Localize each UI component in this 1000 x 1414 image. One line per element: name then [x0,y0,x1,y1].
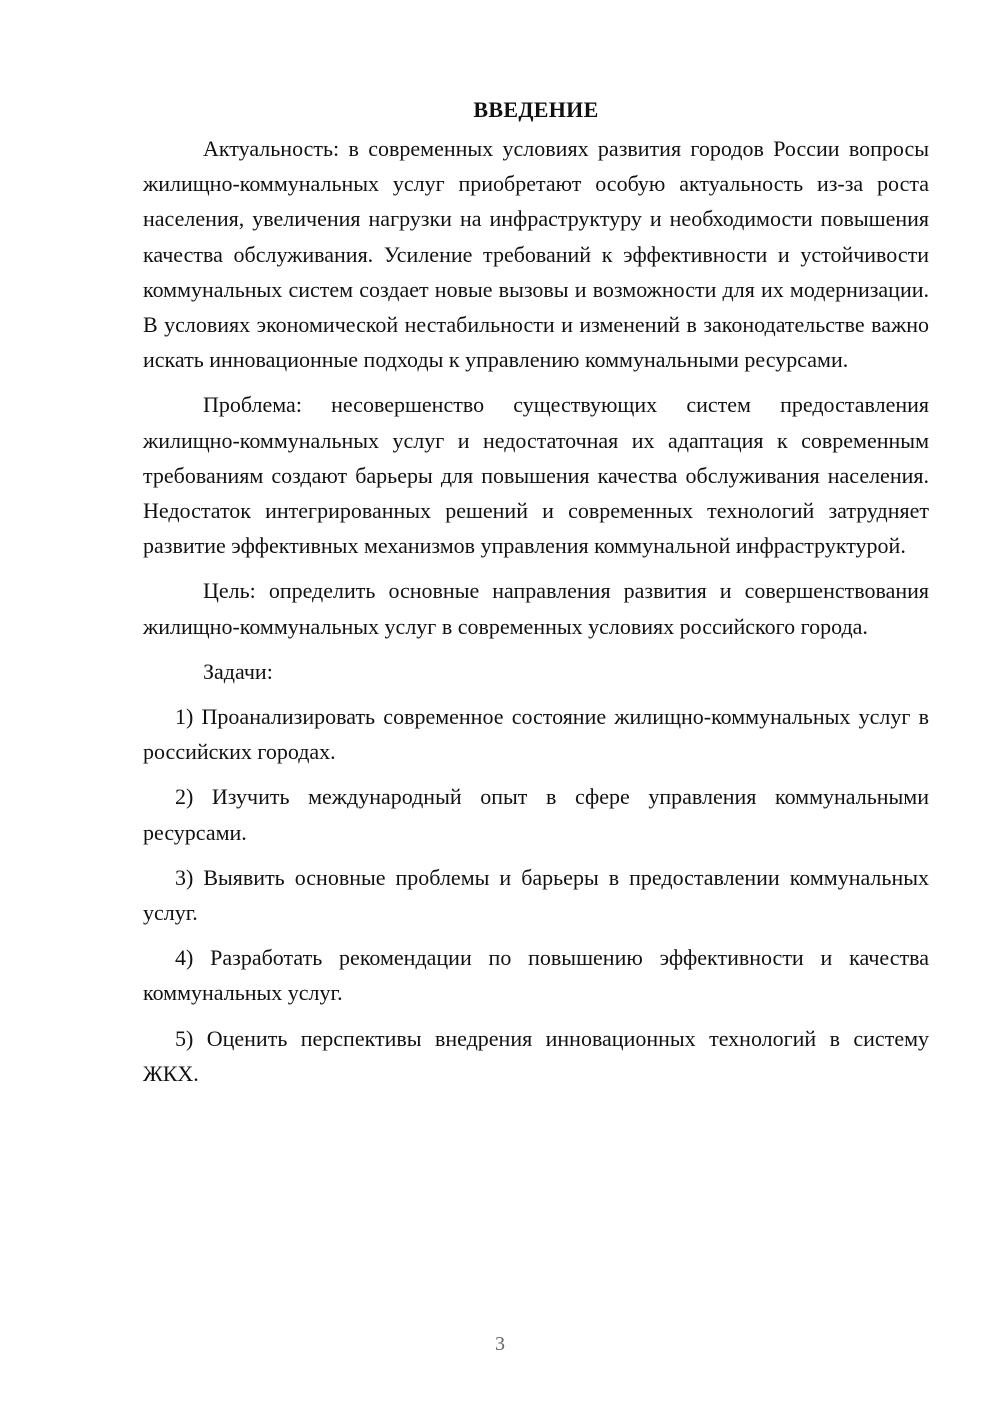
task-item-1: 1) Проанализировать современное состояние жилищно-коммунальных услуг в российских городах. [143,704,929,765]
task-item-4: 4) Разработать рекомендации по повышению эффективности и качества коммунальных услуг. [143,945,929,1006]
task-item-5: 5) Оценить перспективы внедрения инновационных технологий в систему ЖКХ. [143,1025,929,1086]
page-number: 3 [495,1333,505,1355]
goal-paragraph: Цель: определить основные направления развития и совершенствования жилищно-коммунальных услуг в современных условиях российского города. [143,578,929,639]
relevance-paragraph: Актуальность: в современных условиях развития городов России вопросы жилищно-коммунальных услуг приобретают особую актуальность из-за роста населения, увеличения нагрузки на инфраструктуру и необходимости повышения качества обслуживания. Усиление требований к эффективности и устойчивости коммунальных систем создает новые вызовы и возможности для их модернизации. В условиях экономической нестабильности и изменений в законодательстве важно искать инновационные подходы к управлению коммунальными ресурсами. [143,136,929,373]
problem-paragraph: Проблема: несовершенство существующих систем предоставления жилищно-коммунальных услуг и недостаточная их адаптация к современным требованиям создают барьеры для повышения качества обслуживания населения. Недостаток интегрированных решений и современных технологий затрудняет развитие эффективных механизмов управления коммунальной инфраструктурой. [143,392,929,559]
task-item-3: 3) Выявить основные проблемы и барьеры в предоставлении коммунальных услуг. [143,864,929,926]
tasks-heading: Задачи: [203,658,273,684]
task-item-2: 2) Изучить международный опыт в сфере управления коммунальными ресурсами. [143,784,929,845]
page-title: ВВЕДЕНИЕ [473,97,599,122]
document-page [143,92,929,1101]
